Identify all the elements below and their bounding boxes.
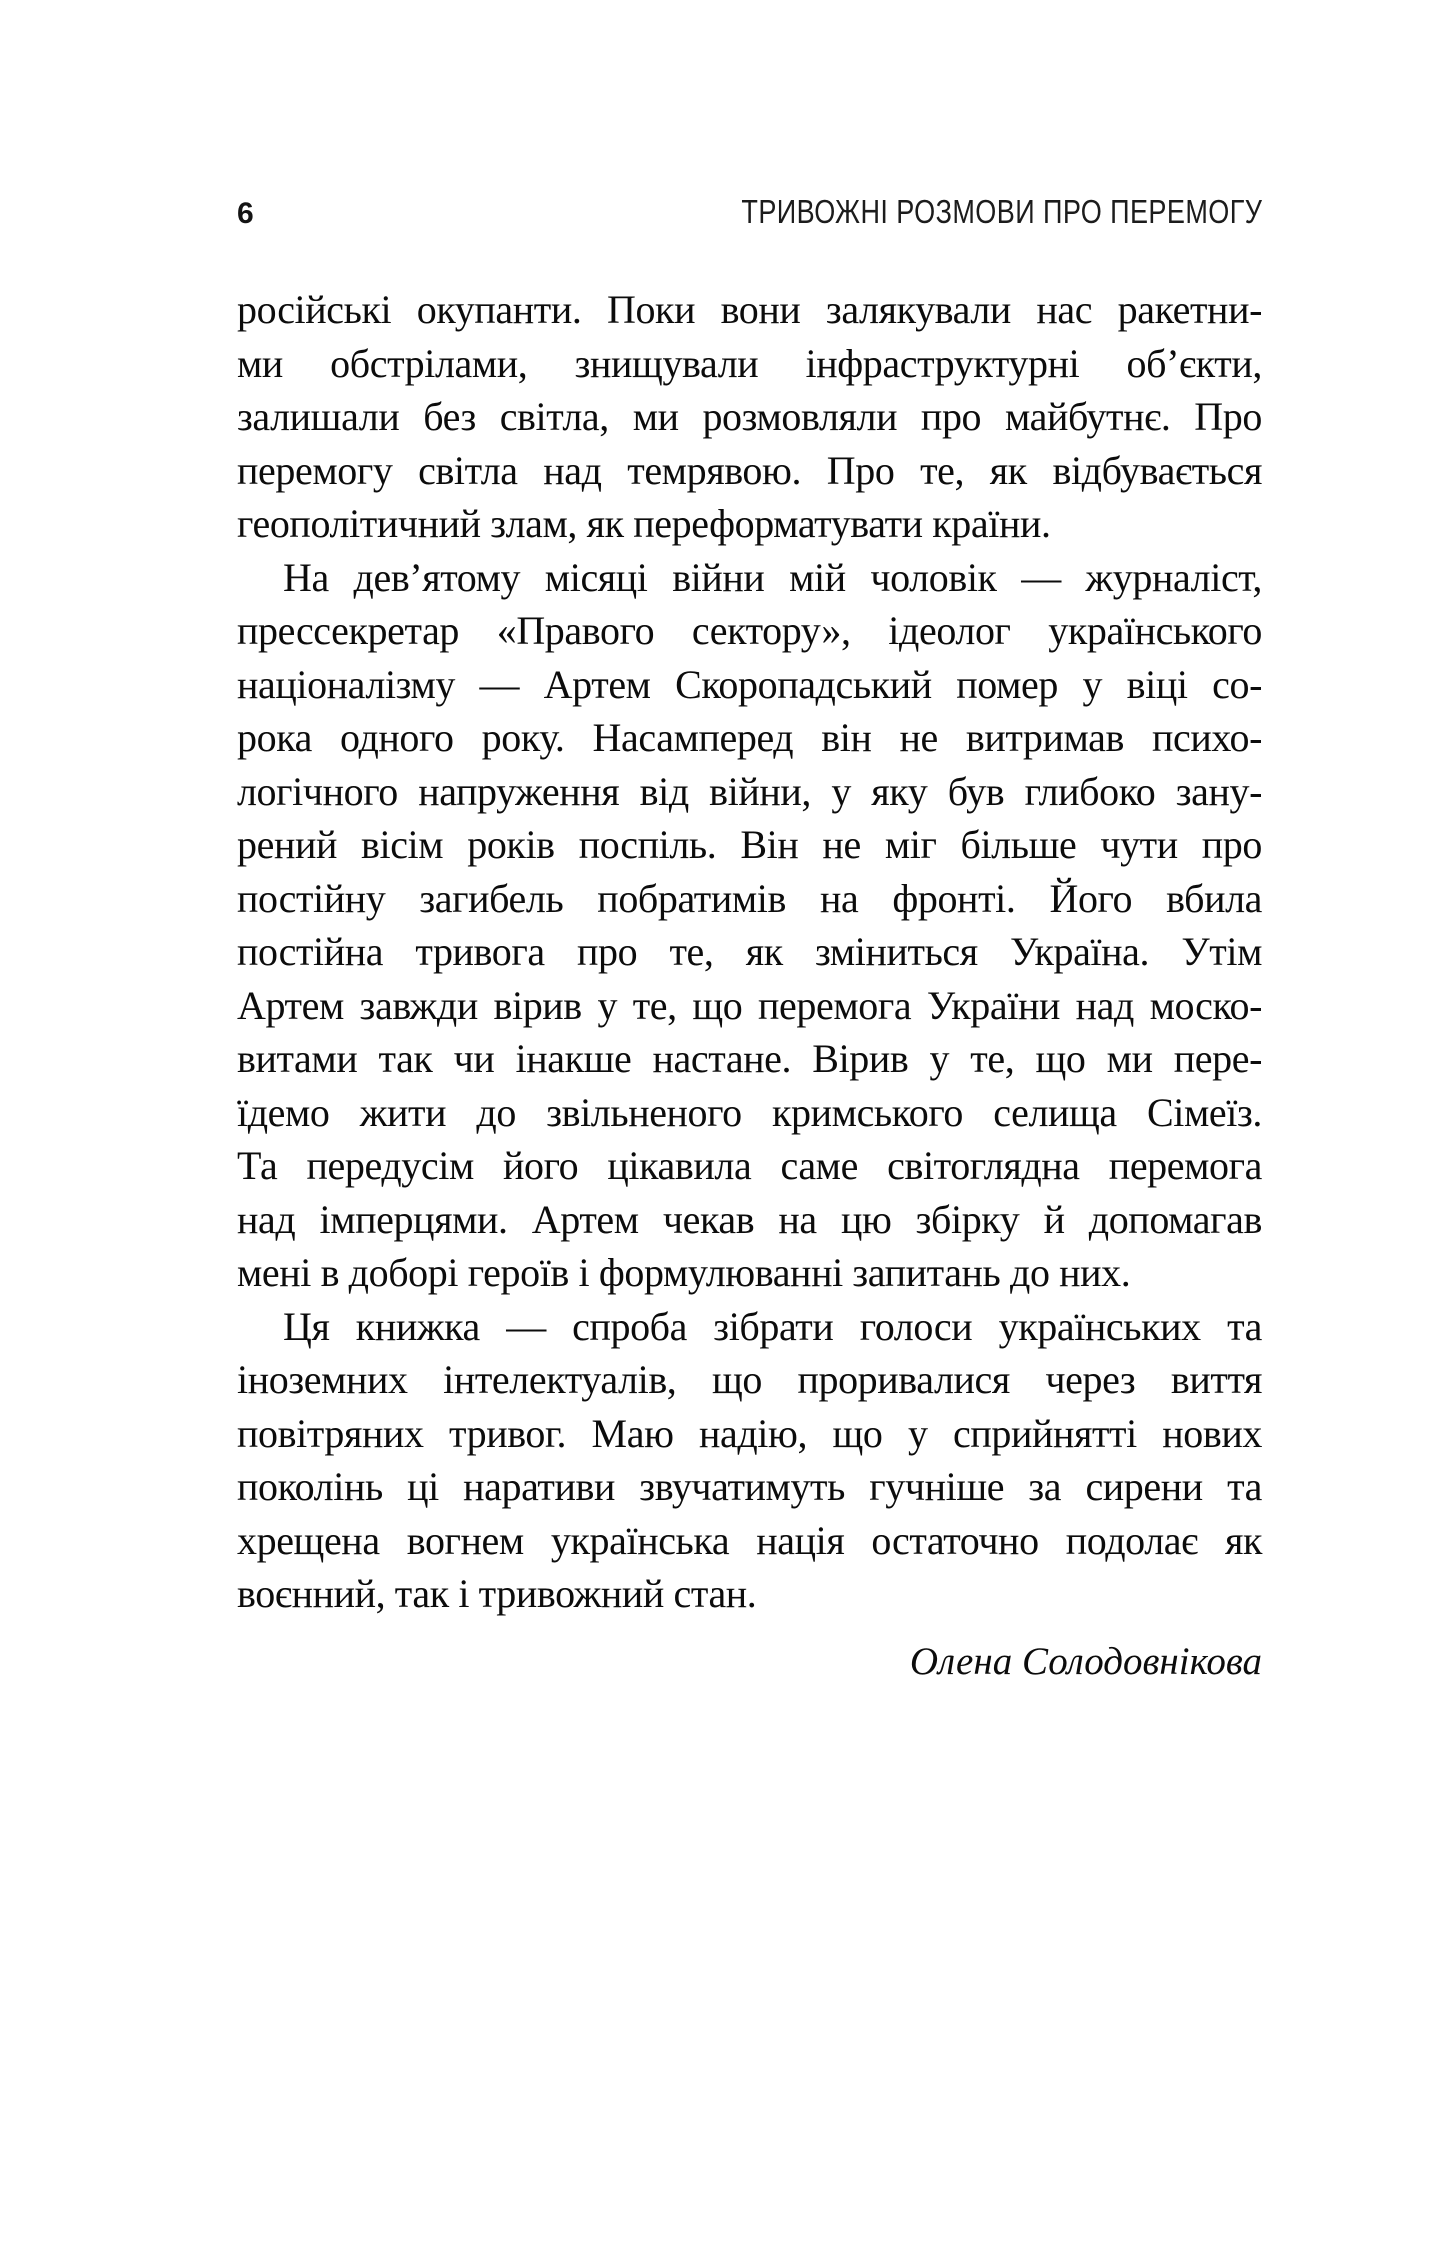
text-line: На дев’ятому місяці війни мій чоловік — журналіст, (283, 554, 1262, 600)
text-line: логічного напруження від війни, у яку був глибоко зану- (237, 768, 1262, 814)
text-line: постійна тривога про те, як зміниться Україна. Утім (237, 929, 1262, 974)
text-line: геополітичний злам, як переформатувати країни. (237, 501, 1051, 546)
text-line: російські окупанти. Поки вони залякували нас ракетни- (237, 287, 1262, 332)
body-text (237, 283, 1262, 1688)
text-line: постійну загибель побратимів на фронті. Його вбила (237, 875, 1262, 921)
text-line: рока одного року. Насамперед він не витримав психо- (237, 715, 1262, 760)
text-line: поколінь ці наративи звучатимуть гучніше за сирени та (237, 1464, 1262, 1509)
text-line: Ця книжка — спроба зібрати голоси українських та (283, 1303, 1262, 1349)
text-line: над імперцями. Артем чекав на цю збірку й допомагав (237, 1196, 1262, 1242)
page-header (237, 193, 1262, 231)
text-line: рений вісім років поспіль. Він не міг більше чути про (237, 822, 1262, 867)
text-line: витами так чи інакше настане. Вірив у те, що ми пере- (237, 1036, 1262, 1081)
running-title: ТРИВОЖНІ РОЗМОВИ ПРО ПЕРЕМОГУ (740, 193, 1262, 230)
page-number: 6 (237, 197, 254, 230)
text-line: іноземних інтелектуалів, що проривалися через виття (237, 1357, 1262, 1402)
author-signature: Олена Солодовнікова (909, 1639, 1262, 1683)
text-line: Та передусім його цікавила саме світоглядна перемога (237, 1143, 1262, 1188)
paragraph (237, 551, 1262, 1300)
text-line: мені в доборі героїв і формулюванні запитань до них. (237, 1250, 1131, 1295)
text-line: ми обстрілами, знищували інфраструктурні об’єкти, (237, 340, 1262, 386)
text-line: перемогу світла над темрявою. Про те, як відбувається (237, 447, 1262, 493)
text-line: хрещена вогнем українська нація остаточно подолає як (237, 1517, 1262, 1563)
text-line: їдемо жити до звільненого кримського селища Сімеїз. (237, 1089, 1262, 1135)
text-line: залишали без світла, ми розмовляли про майбутнє. Про (237, 394, 1262, 439)
text-line: націоналізму — Артем Скоропадський помер у віці со- (237, 661, 1262, 707)
text-line: прессекретар «Правого сектору», ідеолог українського (237, 608, 1262, 653)
text-line: воєнний, так і тривожний стан. (237, 1571, 757, 1616)
text-line: повітряних тривог. Маю надію, що у сприйнятті нових (237, 1410, 1262, 1456)
paragraph (237, 283, 1262, 551)
paragraph (237, 1300, 1262, 1621)
text-line: Артем завжди вірив у те, що перемога України над моско- (237, 982, 1262, 1028)
